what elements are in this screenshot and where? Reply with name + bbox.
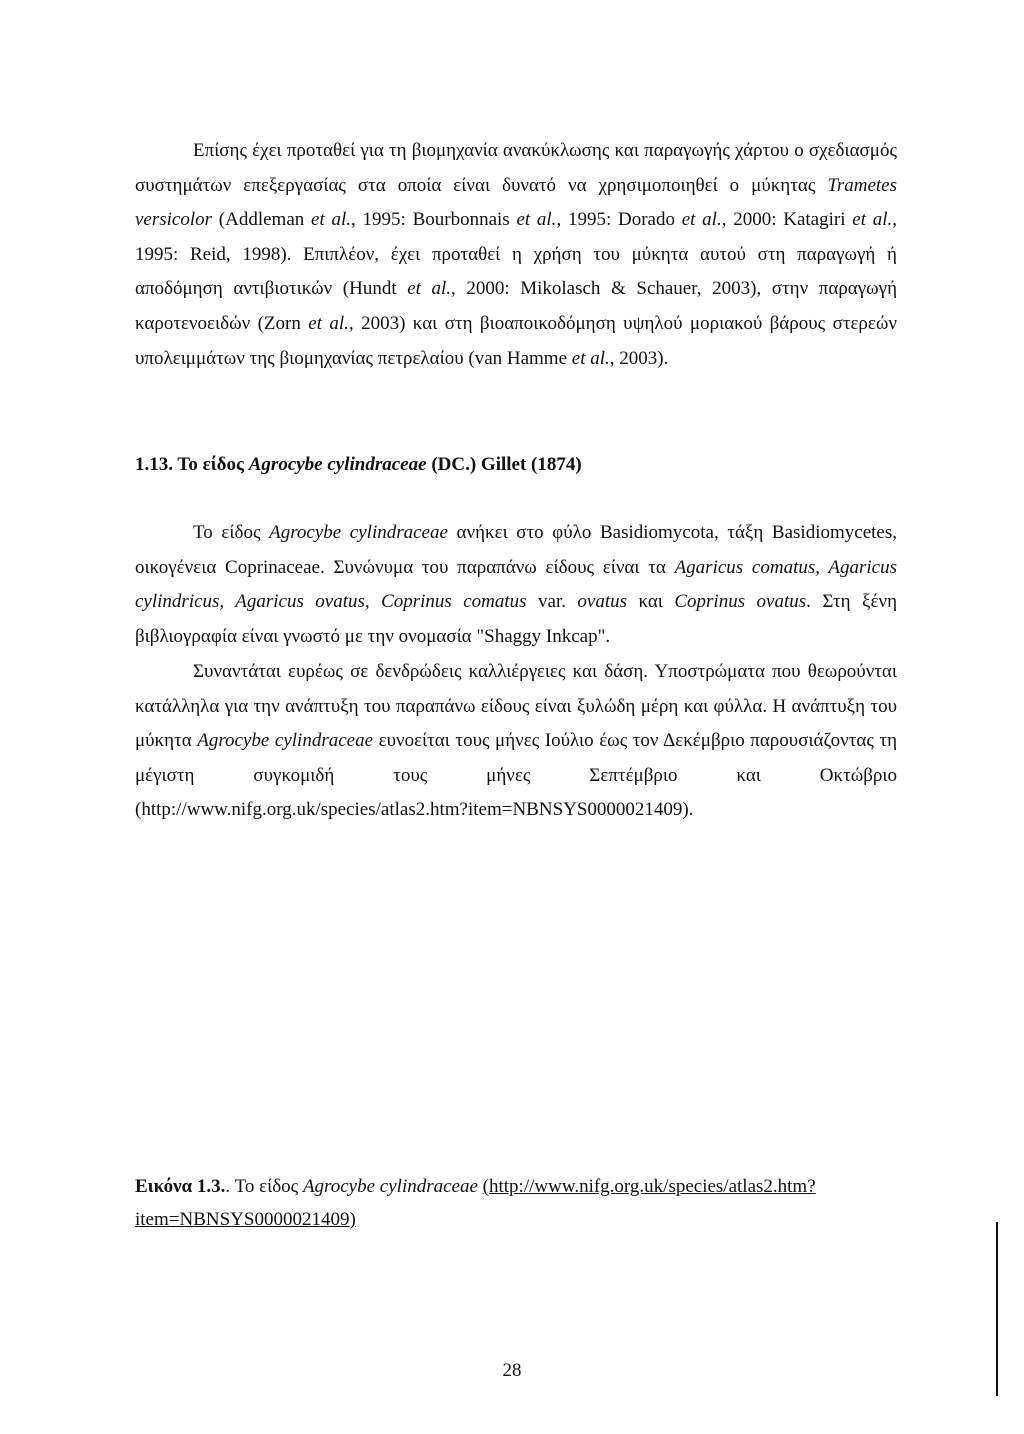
paragraph-habitat [135,655,897,828]
et-al: et al. [571,347,610,369]
et-al: et al. [681,209,722,231]
text-run: , 2003). [609,347,669,369]
caption-link[interactable]: (http://www.nifg.org.uk/species/atlas2.htm?item=NBNSYS0000021409) [135,1176,816,1230]
species-name: Trametes versicolor [135,174,897,231]
species-name: Agrocybe cylindraceae [197,730,374,752]
text-run: , 2000: Mikolasch & Schauer, 2003), στην παραγωγή καροτενοειδών (Zorn [135,278,897,334]
text-run: ανήκει στο φύλο Basidiomycota, τάξη Basidiomycetes, οικογένεια Coprinaceae. Συνώνυμα του παραπάνω είδους είναι τα [135,522,897,578]
text-run: . Στη ξένη βιβλιογραφία είναι γνωστό με την ονομασία "Shaggy Inkcap". [135,591,898,647]
et-al: et al. [407,278,452,300]
text-run: , 1995: Reid, 1998). Επιπλέον, έχει προταθεί η χρήση του μύκητα αυτού στη παραγωγή ή αποδόμηση αντιβιοτικών (Hundt [135,209,898,300]
et-al: et al. [308,312,349,334]
page-number: 28 [502,1360,522,1381]
text-run: var. [526,591,578,613]
section-heading [135,448,897,482]
species-name: Agrocybe cylindraceae [269,522,448,543]
text-run: Επίσης έχει προταθεί για τη βιομηχανία ανακύκλωσης και παραγωγής χάρτου ο σχεδιασμός συστημάτων επεξεργασίας στα οποία είναι δυνατό να χρησιμοποιηθεί ο μύκητας [135,140,897,196]
et-al: et al. [311,209,352,231]
text-run: και [627,591,675,613]
text-run: , 2003) και στη βιοαποικοδόμηση υψηλού μοριακού βάρους στερεών υπολειμμάτων της βιομηχανίας πετρελαίου (van Hamme [135,312,897,369]
paragraph-applications [135,134,897,376]
text-run: , 1995: Dorado [556,209,682,231]
text-run: Το είδος [193,522,270,543]
text-run: Συναντάται ευρέως σε δενδρώδεις καλλιέργειες και δάση. Υποστρώματα που θεωρούνται κατάλληλα για την ανάπτυξη του παραπάνω είδους είναι ξυλώδη μέρη και φύλλα. Η ανάπτυξη του μύκητα [135,661,897,752]
species-name: Agrocybe cylindraceae [302,1176,478,1197]
text-run: (Addleman [212,209,312,231]
text-run: ευνοείται τους μήνες Ιούλιο έως τον Δεκέμβριο παρουσιάζοντας τη μέγιστη συγκομιδή τους μήνες Σεπτέμβριο και Οκτώβριο (http://www.nifg.org.uk/species/atlas2.htm?item=NBNSYS0000021409). [135,730,898,821]
text-run: , 2000: Katagiri [721,209,853,231]
heading-prefix: 1.13. Το είδος [135,454,249,475]
variety-name: ovatus [577,591,628,613]
et-al: et al. [852,209,893,231]
text-run: . Το είδος [225,1176,303,1197]
et-al: et al. [516,209,557,231]
heading-suffix: (DC.) Gillet (1874) [426,454,582,475]
synonym-list: Agaricus comatus, Agaricus cylindricus, Agaricus ovatus, Coprinus comatus [135,556,898,613]
synonym-name: Coprinus ovatus [674,591,807,613]
figure-caption [135,1170,897,1236]
text-run: , 1995: Bourbonnais [351,209,517,231]
figure-label: Εικόνα 1.3. [135,1176,226,1197]
heading-species: Agrocybe cylindraceae [248,454,427,475]
paragraph-taxonomy [135,516,897,654]
